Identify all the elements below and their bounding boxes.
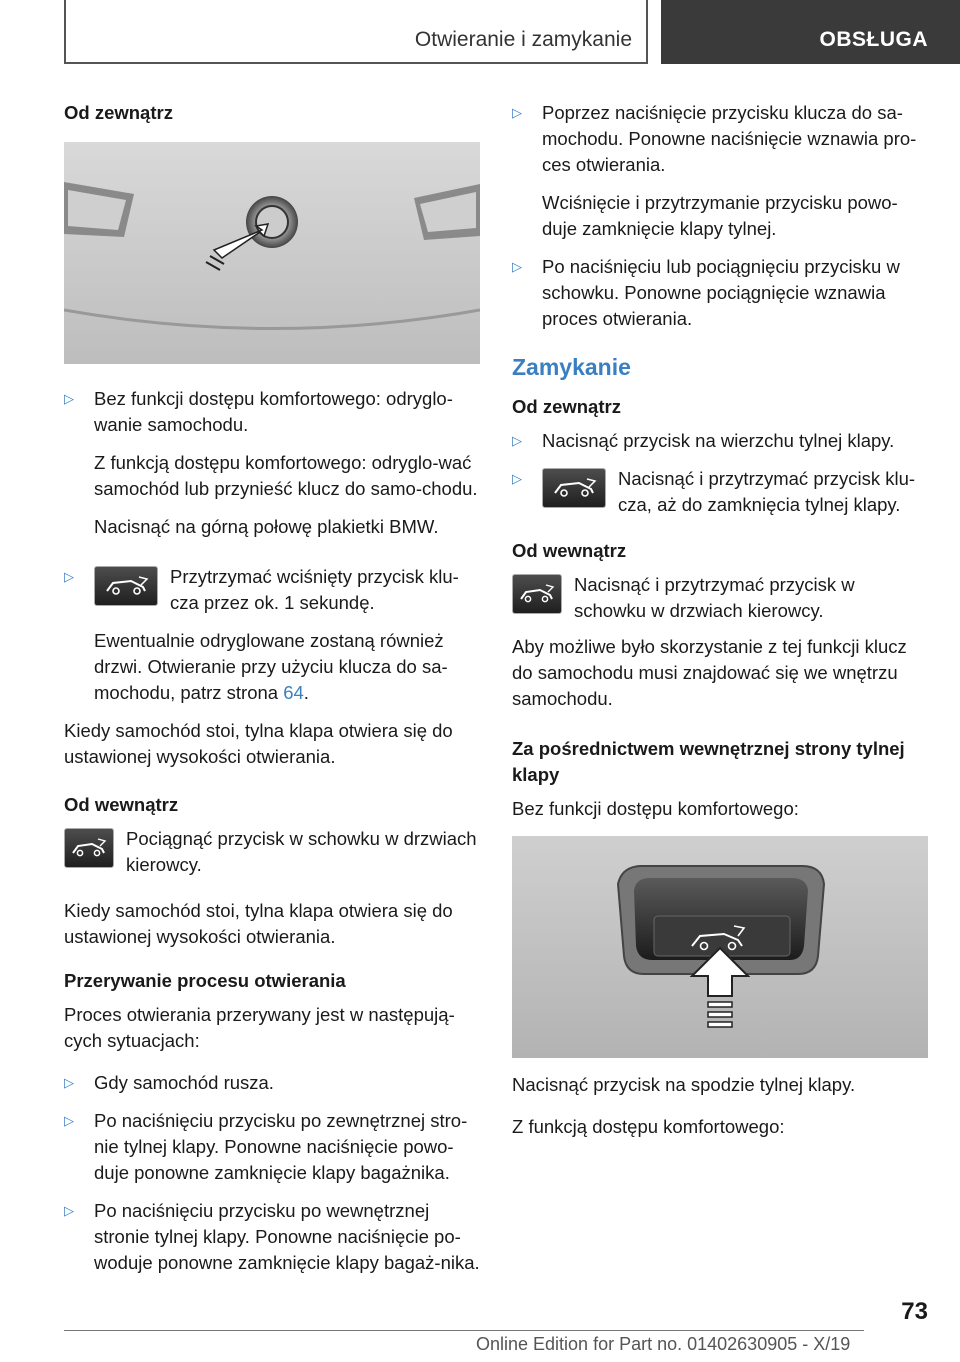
heading-closing: Zamykanie [512,354,631,380]
paragraph: Po naciśnięciu przycisku po wewnętrznej stronie tylnej klapy. Ponowne naciśnięcie po-woduje ponowne zamknięcie klapy bagaż-nika. [94,1200,480,1273]
paragraph: Pociągnąć przycisk w schowku w drzwiach kierowcy. [126,828,477,875]
list-item [512,100,928,242]
chapter-tab-label: OBSŁUGA [819,28,928,51]
right-column [512,100,928,1152]
paragraph: Kiedy samochód stoi, tylna klapa otwiera się do ustawionej wysokości otwierania. [64,900,453,947]
bullet-triangle-icon: ▷ [64,569,74,584]
list-item [512,466,928,518]
left-column [64,100,480,1288]
bullet-triangle-icon: ▷ [512,471,522,486]
paragraph: Nacisnąć przycisk na wierzchu tylnej klapy. [542,430,895,451]
paragraph: Nacisnąć na górną połowę plakietki BMW. [94,516,439,537]
bullet-triangle-icon: ▷ [64,1075,74,1090]
header-frame [64,0,648,64]
tailgate-emblem-photo [64,142,480,364]
paragraph: Po naciśnięciu przycisku po zewnętrznej stro-nie tylnej klapy. Ponowne naciśnięcie powo-duje ponowne zamknięcie klapy bagażnika. [94,1110,468,1183]
paragraph: Aby możliwe było skorzystanie z tej funkcji klucz do samochodu musi znajdować się we wnętrzu samochodu. [512,636,907,709]
heading-from-outside: Od zewnątrz [64,102,173,123]
bullet-triangle-icon: ▷ [512,433,522,448]
paragraph: Kiedy samochód stoi, tylna klapa otwiera się do ustawionej wysokości otwierania. [64,720,453,767]
paragraph: Proces otwierania przerywany jest w następują-cych sytuacjach: [64,1004,455,1051]
bullet-triangle-icon: ▷ [512,105,522,120]
tailgate-button-photo [512,836,928,1058]
list-item [512,428,928,454]
paragraph: Z funkcją dostępu komfortowego: [512,1116,785,1137]
bullet-triangle-icon: ▷ [64,1113,74,1128]
paragraph [94,628,480,706]
remote-key-tailgate-icon [94,566,158,606]
text-part: Ewentualnie odryglowane zostaną również drzwi. Otwieranie przy użyciu klucza do sa-mochodu, patrz strona [94,630,448,703]
section-title: Otwieranie i zamykanie [414,28,632,51]
list-item [64,1198,480,1276]
page-number: 73 [901,1298,928,1325]
bullet-triangle-icon: ▷ [512,259,522,274]
remote-key-tailgate-icon [542,468,606,508]
paragraph: Bez funkcji dostępu komfortowego: odryglo-wanie samochodu. [94,388,453,435]
paragraph: Nacisnąć i przytrzymać przycisk w schowku w drzwiach kierowcy. [574,574,855,621]
list-item [64,1070,480,1096]
door-button-tailgate-icon [512,574,562,614]
paragraph: Z funkcją dostępu komfortowego: odryglo-wać samochód lub przynieść klucz do samo-chodu. [94,452,478,499]
heading-from-inside: Od wewnątrz [64,794,179,815]
page-link[interactable]: 64 [283,682,304,703]
list-item [64,386,480,540]
tailgate-button-illustration [512,836,928,1058]
paragraph: Nacisnąć przycisk na spodzie tylnej klapy. [512,1074,856,1095]
list-item [64,564,480,706]
tailgate-emblem-illustration [64,142,480,364]
edition-note: Online Edition for Part no. 01402630905 - X/19 [476,1334,851,1354]
door-button-tailgate-icon [64,828,114,868]
paragraph: Bez funkcji dostępu komfortowego: [512,798,799,819]
paragraph: Przytrzymać wciśnięty przycisk klu-cza przez ok. 1 sekundę. [170,566,459,613]
heading-from-outside: Od zewnątrz [512,396,621,417]
footer-divider [64,1330,864,1331]
paragraph: Gdy samochód rusza. [94,1072,274,1093]
paragraph: Po naciśnięciu lub pociągnięciu przycisku w schowku. Ponowne pociągnięcie wznawia proces otwierania. [542,256,900,329]
bullet-triangle-icon: ▷ [64,1203,74,1218]
paragraph: Wciśnięcie i przytrzymanie przycisku powo-duje zamknięcie klapy tylnej. [542,192,898,239]
heading-from-inside: Od wewnątrz [512,540,627,561]
list-item [64,1108,480,1186]
heading-interrupt: Przerywanie procesu otwierania [64,970,346,991]
paragraph: Nacisnąć i przytrzymać przycisk klu-cza, aż do zamknięcia tylnej klapy. [618,468,916,515]
list-item [512,254,928,332]
chapter-tab[interactable] [661,0,960,64]
text-part: . [303,682,309,703]
bullet-triangle-icon: ▷ [64,391,74,406]
heading-via-inner-tailgate: Za pośrednictwem wewnętrznej strony tylnej klapy [512,738,905,785]
paragraph: Poprzez naciśnięcie przycisku klucza do sa-mochodu. Ponowne naciśnięcie wznawia pro-ces otwierania. [542,102,917,175]
